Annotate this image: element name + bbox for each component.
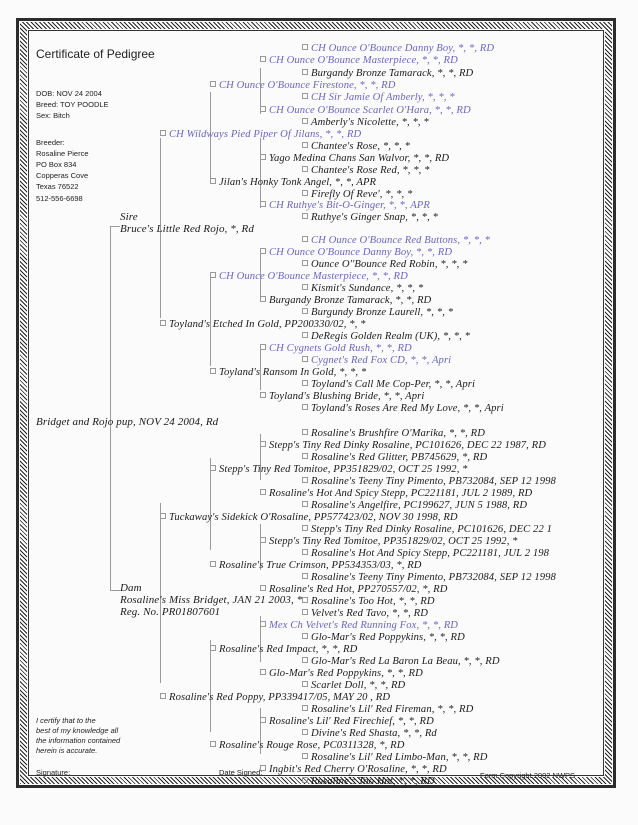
form-copyright: Form Copyright 2002 NWPS [480, 771, 576, 780]
pedigree-entry: Amberly's Nicolette, *, *, * [302, 117, 429, 128]
certify-line: best of my knowledge all [36, 726, 119, 735]
pedigree-entry: Rosaline's Brushfire O'Marika, *, *, RD [302, 428, 485, 439]
pedigree-entry: Cygnet's Red Fox CD, *, *, Apri [302, 355, 451, 366]
breeder-state: Texas 76522 [36, 182, 79, 191]
pedigree-entry: CH Ounce O'Bounce Scarlet O'Hara, *, *, RD [260, 105, 471, 116]
pedigree-entry: CH Ounce O'Bounce Firestone, *, *, RD [210, 80, 396, 91]
pedigree-entry: Chantee's Rose, *, *, * [302, 141, 410, 152]
pedigree-entry: Burgandy Bronze Tamarack, *, *, RD [302, 68, 473, 79]
pedigree-entry: CH Ounce O'Bounce Masterpiece, *, *, RD [260, 55, 458, 66]
pedigree-entry: Chantee's Rose Red, *, *, * [302, 165, 430, 176]
pedigree-entry: CH Ounce O'Bounce Red Buttons, *, *, * [302, 235, 490, 246]
pedigree-entry: Stepp's Tiny Red Tomitoe, PP351829/02, OCT 25 1992, * [210, 464, 468, 475]
breeder-phone: 512-556-6698 [36, 194, 83, 203]
dam-name: Rosaline's Miss Bridget, JAN 21 2003, * [120, 594, 303, 606]
pedigree-entry: Ruthye's Ginger Snap, *, *, * [302, 212, 438, 223]
dob-field: DOB: NOV 24 2004 [36, 89, 102, 98]
pedigree-entry: DeRegis Golden Realm (UK), *, *, * [302, 331, 470, 342]
pedigree-entry: CH Ruthye's Bit-O-Ginger, *, *, APR [260, 200, 430, 211]
pedigree-entry: Toyland's Ransom In Gold, *, *, * [210, 367, 366, 378]
pedigree-entry: CH Cygnets Gold Rush, *, *, RD [260, 343, 412, 354]
pedigree-entry: Toyland's Etched In Gold, PP200330/02, *, * [160, 319, 366, 330]
pedigree-entry: Rosaline's Hot And Spicy Stepp, PC221181, JUL 2 1989, RD [260, 488, 532, 499]
pedigree-entry: Firefly Of Reve', *, *, * [302, 189, 412, 200]
breeder-label: Breeder: [36, 138, 65, 147]
pedigree-entry: Rosaline's Red Glitter, PB745629, *, RD [302, 452, 487, 463]
sex-field: Sex: Bitch [36, 111, 70, 120]
pedigree-entry: Toyland's Call Me Cop-Per, *, *, Apri [302, 379, 475, 390]
pedigree-entry: Toyland's Roses Are Red My Love, *, *, Apri [302, 403, 504, 414]
pedigree-entry: Burgundy Bronze Laurell, *, *, * [302, 307, 453, 318]
pedigree-entry: Rosaline's Angelfire, PC199627, JUN 5 1988, RD [302, 500, 527, 511]
pedigree-entry: CH Sir Jamie Of Amberly, *, *, * [302, 92, 455, 103]
sire-label: Sire [120, 211, 138, 223]
pedigree-entry: Kismit's Sundance, *, *, * [302, 283, 423, 294]
pedigree-entry: Rosaline's Red Impact, *, *, RD [210, 644, 357, 655]
pedigree-entry: Rosaline's Lil' Red Limbo-Man, *, *, RD [302, 752, 487, 763]
date-signed-label: Date Signed: [219, 768, 263, 777]
pedigree-entry: CH Ounce O'Bounce Danny Boy, *, *, RD [260, 247, 452, 258]
dam-label: Dam [120, 582, 142, 594]
pedigree-entry: Stepp's Tiny Red Tomitoe, PP351829/02, OCT 25 1992, * [260, 536, 518, 547]
pedigree-entry: Stepp's Tiny Red Dinky Rosaline, PC101626, DEC 22 1 [302, 524, 552, 535]
certificate-title: Certificate of Pedigree [36, 47, 155, 61]
pedigree-entry: Rosaline's Teeny Tiny Pimento, PB732084, SEP 12 1998 [302, 476, 556, 487]
pedigree-entry: Jilan's Honky Tonk Angel, *, *, APR [210, 177, 376, 188]
pedigree-entry: Ingbit's Red Cherry O'Rosaline, *, *, RD [260, 764, 447, 775]
pedigree-entry: Rosaline's True Crimson, PP534353/03, *, RD [210, 560, 422, 571]
pedigree-entry: CH Ounce O'Bounce Masterpiece, *, *, RD [210, 271, 408, 282]
pedigree-entry: Rosaline's Lil' Red Firechief, *, *, RD [260, 716, 434, 727]
sire-name: Bruce's Little Red Rojo, *, Rd [120, 223, 254, 235]
pedigree-entry: CH Ounce O'Bounce Danny Boy, *, *, RD [302, 43, 494, 54]
breed-field: Breed: TOY POODLE [36, 100, 109, 109]
pedigree-entry: Rosaline's Hot And Spicy Stepp, PC221181, JUL 2 198 [302, 548, 549, 559]
signature-label: Signature: [36, 768, 71, 777]
dam-registration: Reg. No. PR01807601 [120, 606, 221, 618]
pedigree-entry: Glo-Mar's Red Poppykins, *, *, RD [260, 668, 423, 679]
pedigree-entry: Rosaline's Red Poppy, PP339417/05, MAY 20 , RD [160, 692, 390, 703]
pedigree-entry: Ounce O''Bounce Red Robin, *, *, * [302, 259, 468, 270]
certify-line: I certify that to the [36, 716, 96, 725]
pedigree-entry: Scarlet Doll, *, *, RD [302, 680, 405, 691]
certify-line: herein is accurate. [36, 746, 98, 755]
pedigree-entry: Mex Ch Velvet's Red Running Fox, *, *, RD [260, 620, 458, 631]
pedigree-entry: Rosaline's Teeny Tiny Pimento, PB732084, SEP 12 1998 [302, 572, 556, 583]
breeder-name: Rosaline Pierce [36, 149, 89, 158]
pedigree-entry: Rosaline's Too Hot, *, *, RD [302, 776, 435, 787]
pedigree-entry: Rosaline's Lil' Red Fireman, *, *, RD [302, 704, 473, 715]
pedigree-entry: Stepp's Tiny Red Dinky Rosaline, PC101626, DEC 22 1987, RD [260, 440, 546, 451]
subject-dog: Bridget and Rojo pup, NOV 24 2004, Rd [36, 416, 219, 428]
breeder-address: PO Box 834 [36, 160, 77, 169]
pedigree-entry: Rosaline's Too Hot, *, *, RD [302, 596, 435, 607]
breeder-city: Copperas Cove [36, 171, 89, 180]
pedigree-entry: Toyland's Blushing Bride, *, *, Apri [260, 391, 424, 402]
pedigree-entry: Rosaline's Red Hot, PP270557/02, *, RD [260, 584, 448, 595]
certify-line: the information contained [36, 736, 121, 745]
pedigree-entry: Rosaline's Rouge Rose, PC0311328, *, RD [210, 740, 404, 751]
pedigree-entry: Glo-Mar's Red La Baron La Beau, *, *, RD [302, 656, 500, 667]
pedigree-entry: Yago Medina Chans San Walvor, *, *, RD [260, 153, 449, 164]
pedigree-entry: CH Wildways Pied Piper Of Jilans, *, *, RD [160, 129, 361, 140]
pedigree-entry: Tuckaway's Sidekick O'Rosaline, PP577423/02, NOV 30 1998, RD [160, 512, 458, 523]
pedigree-entry: Burgandy Bronze Tamarack, *, *, RD [260, 295, 431, 306]
pedigree-entry: Velvet's Red Tavo, *, *, RD [302, 608, 428, 619]
pedigree-entry: Glo-Mar's Red Poppykins, *, *, RD [302, 632, 465, 643]
pedigree-entry: Divine's Red Shasta, *, *, Rd [302, 728, 437, 739]
